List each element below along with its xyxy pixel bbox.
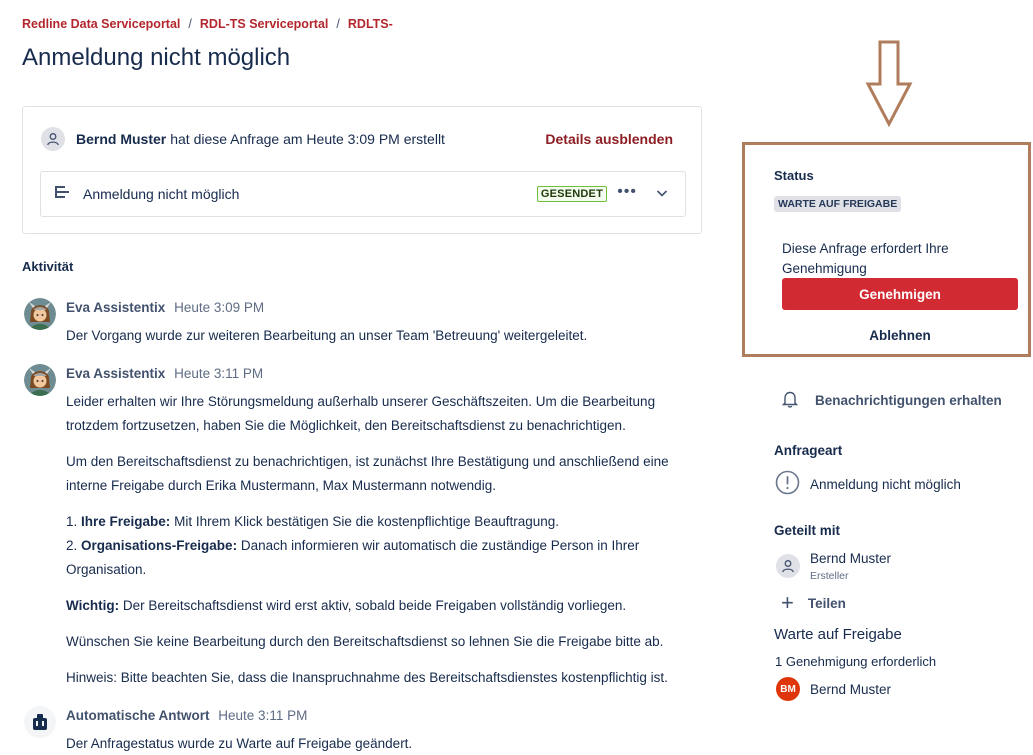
notifications-toggle[interactable] — [781, 390, 1002, 411]
activity-author: Eva Assistentix — [66, 300, 166, 315]
shared-person-role: Ersteller — [810, 570, 849, 582]
user-avatar-icon — [776, 554, 800, 578]
details-toggle-link[interactable]: Details ausblenden — [545, 131, 673, 147]
activity-text: Der Anfragestatus wurde zu Warte auf Freigabe geändert. — [66, 736, 413, 751]
approval-panel — [742, 142, 1031, 357]
important-text: Der Bereitschaftsdienst wird erst aktiv, sobald beide Freigaben vollständig vorliegen. — [122, 598, 627, 613]
activity-body — [66, 732, 696, 755]
created-text: hat diese Anfrage am Heute 3:09 PM erstellt — [170, 131, 445, 147]
assistant-avatar-icon — [24, 298, 56, 330]
approval-text: Diese Anfrage erfordert Ihre Genehmigung — [782, 241, 949, 276]
activity-time: Heute 3:11 PM — [218, 708, 308, 723]
creator-line — [41, 127, 445, 151]
breadcrumb-separator: / — [188, 17, 192, 31]
status-lozenge: WARTE AUF FREIGABE — [774, 196, 901, 212]
activity-paragraph: Um den Bereitschaftsdienst zu benachrichtigen, ist zunächst Ihre Bestätigung und anschließend eine interne Freigabe durch Erika Mustermann, Max Mustermann notwendig. — [66, 454, 669, 493]
more-actions-icon[interactable]: ••• — [617, 183, 637, 200]
activity-text: Der Vorgang wurde zur weiteren Bearbeitung an unser Team 'Betreuung' weitergeleitet. — [66, 328, 588, 343]
breadcrumb-separator: / — [336, 17, 340, 31]
page-title: Anmeldung nicht möglich — [22, 44, 291, 71]
breadcrumb-service-portal[interactable]: RDL-TS Serviceportal — [199, 17, 329, 31]
approval-count: 1 Genehmigung erforderlich — [775, 654, 937, 669]
bell-icon — [781, 390, 815, 411]
breadcrumb-ticket[interactable]: RDLTS- — [347, 17, 393, 31]
approve-button[interactable]: Genehmigen — [782, 278, 1018, 310]
list-number: 2. — [66, 538, 78, 553]
activity-heading: Aktivität — [22, 259, 74, 274]
activity-paragraph: Hinweis: Bitte beachten Sie, dass die Inanspruchnahme des Bereitschaftsdienstes kostenpflichtig ist. — [66, 670, 668, 685]
shared-with-heading: Geteilt mit — [774, 523, 841, 538]
activity-author: Automatische Antwort — [66, 708, 210, 723]
request-summary-row[interactable] — [40, 171, 686, 217]
share-button[interactable] — [781, 590, 846, 615]
request-summary: Anmeldung nicht möglich — [83, 186, 240, 202]
approver-name: Bernd Muster — [810, 681, 892, 697]
request-type-row — [775, 470, 961, 498]
important-label: Wichtig: — [66, 598, 120, 613]
share-label: Teilen — [807, 595, 846, 611]
robot-avatar-icon — [24, 706, 56, 738]
approver-avatar: BM — [776, 677, 800, 701]
info-circle-icon — [775, 470, 810, 498]
activity-meta — [66, 366, 263, 381]
status-badge: GESENDET — [537, 186, 607, 202]
shared-person-name: Bernd Muster — [810, 551, 892, 566]
user-avatar-icon — [41, 127, 65, 151]
activity-time: Heute 3:11 PM — [174, 366, 264, 381]
activity-paragraph — [66, 594, 696, 618]
decline-button[interactable]: Ablehnen — [782, 321, 1018, 349]
activity-meta — [66, 708, 307, 723]
approver — [776, 677, 891, 701]
status-label: Status — [774, 168, 814, 183]
notifications-label: Benachrichtigungen erhalten — [815, 393, 1002, 408]
creator-name: Bernd Muster — [76, 131, 167, 147]
activity-meta — [66, 300, 264, 315]
activity-paragraph: Wünschen Sie keine Bearbeitung durch den Bereitschaftsdienst so lehnen Sie die Freigabe bitte ab. — [66, 634, 664, 649]
request-type-heading: Anfrageart — [774, 443, 843, 458]
activity-time: Heute 3:09 PM — [174, 300, 265, 315]
activity-author: Eva Assistentix — [66, 366, 166, 381]
list-number: 1. — [66, 514, 78, 529]
list-text: Danach informieren wir automatisch die zuständige Person in Ihrer Organisation. — [66, 538, 640, 577]
activity-paragraph: Leider erhalten wir Ihre Störungsmeldung außerhalb unserer Geschäftszeiten. Um die Bearbeitung trotzdem fortzusetzen, haben Sie die Möglichkeit, den Bereitschaftsdienst zu benachrichtigen. — [66, 394, 656, 433]
breadcrumb-portal[interactable]: Redline Data Serviceportal — [22, 17, 181, 31]
request-type-value: Anmeldung nicht möglich — [810, 476, 961, 492]
assistant-avatar-icon — [24, 364, 56, 396]
list-icon — [54, 184, 70, 205]
down-arrow-icon — [864, 40, 914, 133]
list-bold: Organisations-Freigabe: — [81, 538, 238, 553]
list-text: Mit Ihrem Klick bestätigen Sie die kostenpflichtige Beauftragung. — [174, 514, 560, 529]
chevron-down-icon[interactable] — [655, 186, 669, 205]
list-bold: Ihre Freigabe: — [81, 514, 171, 529]
request-card — [22, 106, 702, 234]
breadcrumb — [22, 17, 393, 31]
plus-icon: + — [781, 590, 794, 615]
approval-section-title: Warte auf Freigabe — [774, 626, 902, 643]
activity-body — [66, 390, 696, 702]
activity-body — [66, 324, 696, 360]
activity-list — [66, 510, 696, 582]
